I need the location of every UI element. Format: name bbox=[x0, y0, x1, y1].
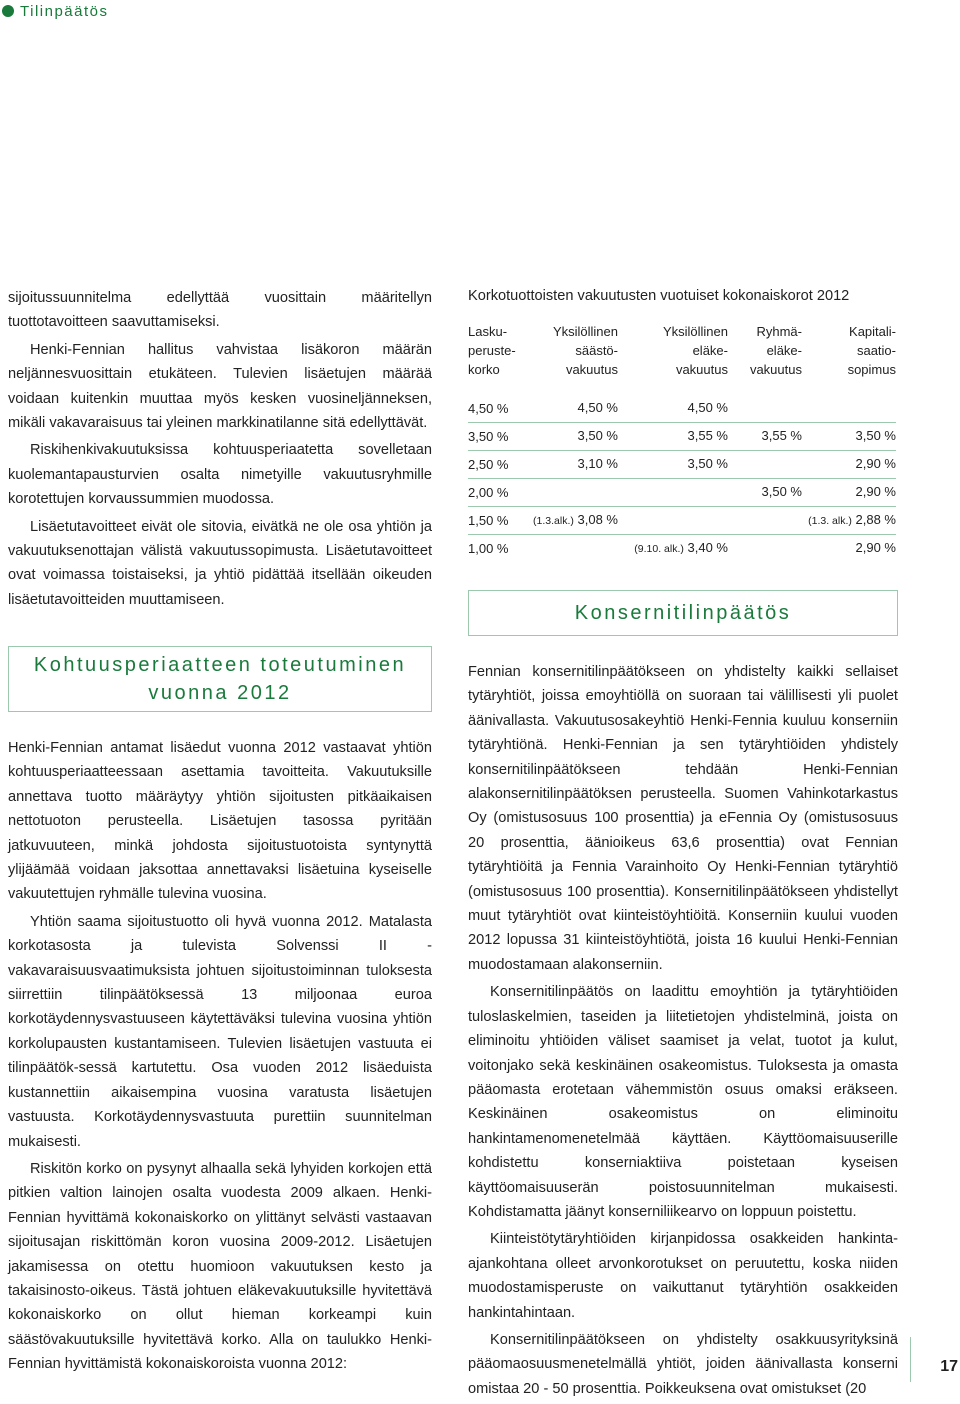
table-cell: 3,55 % bbox=[618, 423, 728, 451]
page-number: 17 bbox=[940, 1358, 958, 1375]
heading-line: Kohtuusperiaatteen toteutuminen bbox=[33, 654, 407, 676]
table-cell bbox=[728, 507, 802, 535]
table-row bbox=[468, 535, 896, 563]
table-cell: 2,50 % bbox=[468, 451, 530, 479]
table-cell: 3,50 % bbox=[468, 423, 530, 451]
left-top-text bbox=[8, 286, 432, 615]
table-cell: (1.3. alk.) 2,88 % bbox=[802, 507, 896, 535]
table-cell: 4,50 % bbox=[618, 395, 728, 423]
section-heading-box bbox=[8, 646, 432, 712]
table-cell: 3,55 % bbox=[728, 423, 802, 451]
table-row bbox=[468, 507, 896, 535]
paragraph: Lisäetutavoitteet eivät ole sitovia, eivätkä ne ole osa yhtiön ja vakuutuksenottajan välistä vakuutussopimusta. Lisäetutavoitteet ovat voimassa toistaiseksi, ja yhtiö pidättää itsellään oikeuden lisäetutavoitteiden muuttamiseen. bbox=[8, 518, 432, 608]
paragraph: Riskitön korko on pysynyt alhaalla sekä lyhyiden korkojen että pitkien valtion lainojen osalta vuodesta 2009 alkaen. Henki-Fennian hyvittämä kokonaiskorko on ylittänyt selvästi vastaavan sijoitusajan riskittömän koron vuosina 2009-2012. Lisäetujen jakamisessa on otettu huomioon vakuutuksen kesto ja takaisinosto-oikeus. Tästä johtuen eläkevakuutuksille hyvitettävä kokonaiskorko on ollut hieman korkeampi kuin säästövakuutuksille hyvitettävä korko. Alla on taulukko Henki-Fennian hyvittämistä kokonaiskoroista vuonna 2012: bbox=[8, 1160, 432, 1373]
column-header: Kapitali- saatio- sopimus bbox=[847, 324, 896, 377]
heading-line: vuonna 2012 bbox=[148, 682, 292, 704]
table-cell bbox=[728, 535, 802, 563]
table-cell bbox=[530, 479, 618, 507]
table-cell: 2,00 % bbox=[468, 479, 530, 507]
paragraph: Konsernitilinpäätökseen on yhdistelty osakkuusyrityksinä pääomaosuusmenetelmällä yhtiöt, joiden äänivallasta konserni omistaa 20 - 50 prosenttia. Poikkeuksena ovat omistukset (20 bbox=[468, 1331, 898, 1397]
section-title: Tilinpäätös bbox=[20, 2, 109, 20]
column-header: Yksilöllinen säästö- vakuutus bbox=[552, 324, 618, 377]
table-header-row bbox=[468, 322, 896, 395]
table-cell bbox=[802, 395, 896, 423]
table-cell: 4,50 % bbox=[530, 395, 618, 423]
table-cell: 1,50 % bbox=[468, 507, 530, 535]
table-title: Korkotuottoisten vakuutusten vuotuiset kokonaiskorot 2012 bbox=[468, 288, 850, 304]
table-cell bbox=[618, 479, 728, 507]
table-cell: 4,50 % bbox=[468, 395, 530, 423]
table-cell: 1,00 % bbox=[468, 541, 509, 556]
table-cell bbox=[618, 507, 728, 535]
paragraph: Riskihenkivakuutuksissa kohtuusperiaatetta sovelletaan kuolemantapausturvien osalta nimetyille vakuutusryhmille korotettujen korvaussummien muodossa. bbox=[8, 442, 432, 508]
page-header bbox=[0, 0, 108, 22]
table-cell: (1.3.alk.) 3,08 % bbox=[530, 507, 618, 535]
table-cell: 2,90 % bbox=[802, 479, 896, 507]
table-row bbox=[468, 479, 896, 507]
table-row bbox=[468, 451, 896, 479]
table-cell: 3,50 % bbox=[530, 423, 618, 451]
table-cell: 3,50 % bbox=[802, 423, 896, 451]
paragraph: Yhtiön saama sijoitustuotto oli hyvä vuonna 2012. Matalasta korkotasosta ja tulevista Solvenssi II -vakavaraisuusvaatimuksista johtuen sijoitustoiminnan tuloksesta siirrettiin tilinpäätöksessä 13 miljoonaa euroa korkotäydennysvastuuseen käytettäväksi tulevina vuosina yhtiön korkolupausten kustantamiseen. Tulevien lisäetujen vastuuta ei tilinpäätök-sessä kartutettu. Osa vuoden 2012 lisäeduista kustannettiin aikaisempina vuosina varatusta lisäetujen vastuusta. Korkotäydennysvastuuta purettiin suunnitelman mukaisesti. bbox=[8, 913, 432, 1150]
interest-table bbox=[468, 322, 896, 562]
heading-text: Konsernitilinpäätös bbox=[574, 602, 792, 624]
table-cell: (9.10. alk.) 3,40 % bbox=[634, 540, 728, 555]
table-cell: 3,50 % bbox=[728, 479, 802, 507]
interest-table-block bbox=[468, 288, 898, 562]
table-cell bbox=[728, 451, 802, 479]
section-dot-icon bbox=[2, 5, 14, 17]
table-row bbox=[468, 395, 896, 423]
paragraph: Fennian konsernitilinpäätökseen on yhdistelty kaikki sellaiset tytäryhtiöt, joissa emoyhtiöllä on suoraan tai välillisesti yli puolet äänivallasta. Vakuutusosakeyhtiö Henki-Fennia kuuluu konserniin tytäryhtiönä. Henki-Fennian ja sen tytäryhtiöiden yhdistely konsernitilinpäätökseen tehdään Henki-Fennian alakonsernitilinpäätöksen perusteella. Suomen Vahinkotarkastus Oy (omistusosuus 100 prosenttia) ja eFennia Oy (omistusosuus 20 prosenttia, äänioikeus 63,6 prosenttia) ovat Fennian tytäryhtiöitä ja Fennia Varainhoito Oy Henki-Fennian tytäryhtiö (omistusosuus 100 prosenttia). Konsernitilinpäätökseen yhdistellyt muut tytäryhtiöt ovat kiinteistöyhtiöitä. Konserniin kuului vuoden 2012 lopussa 31 kiinteistöyhtiötä, joista 16 kuului Henki-Fennian muodostamaan alakonserniin. bbox=[468, 664, 898, 973]
table-row bbox=[468, 423, 896, 451]
paragraph: Kiinteistötytäryhtiöiden kirjanpidossa osakkeiden hankinta-ajankohtana olleet arvonkorotukset on peruutettu, koska niiden muodostamisperuste on vaikuttanut tytäryhtiön osakkeiden hankintahintaan. bbox=[468, 1231, 898, 1321]
paragraph: Konsernitilinpäätös on laadittu emoyhtiön ja tytäryhtiöiden tuloslaskelmien, taseiden ja liitetietojen yhdistelminä, joista on eliminoitu yhtiöiden väliset saamiset ja velat, tuotot ja kulut, voitonjako sekä keskinäinen osakeomistus. Tuloksesta ja omasta pääomasta erotetaan vähemmistön osuus omaksi eräkseen. Keskinäinen osakeomistus on eliminoitu hankintamenomenetelmää käyttäen. Käyttöomaisuuserille kohdistettu konserniaktiiva poistetaan kyseisen käyttöomaisuuserän poistosuunnitelman mukaisesti. Kohdistamatta jäänyt konserniliikearvo on loppuun poistettu. bbox=[468, 984, 898, 1220]
left-section-text bbox=[8, 736, 432, 1380]
column-header: Yksilöllinen eläke- vakuutus bbox=[662, 324, 728, 377]
column-header: Ryhmä- eläke- vakuutus bbox=[749, 324, 802, 377]
paragraph: Henki-Fennian antamat lisäedut vuonna 2012 vastaavat yhtiön kohtuusperiaatteessaan asettamia tavoitteita. Vakuutuksille annettava tuotto määräytyy yhtiön sijoitusten pitkäaikaisen nettotuoton perusteella. Lisäetujen tasossa pyritään jatkuvuuteen, minkä johdosta sijoitustuotoista syntynyttä ylijäämää voidaan jaksottaa annettavaksi lisäetuina kyseiselle vakuutettujen ryhmälle tulevina vuosina. bbox=[8, 740, 432, 903]
table-cell bbox=[728, 395, 802, 423]
table-cell bbox=[530, 535, 618, 563]
table-cell: 3,10 % bbox=[530, 451, 618, 479]
page-number-rule bbox=[910, 1337, 911, 1382]
paragraph: Henki-Fennian hallitus vahvistaa lisäkoron määrän neljännesvuosittain etukäteen. Tulevien lisäetujen määrää voidaan kuitenkin muuttaa myös kesken vuosineljänneksen, mikäli vakavaraisuus tai yleinen markkinatilanne sitä edellyttävät. bbox=[8, 341, 432, 432]
column-header: Lasku- peruste- korko bbox=[468, 324, 516, 377]
paragraph: sijoitussuunnitelma edellyttää vuosittain määritellyn tuottotavoitteen saavuttamiseksi. bbox=[8, 290, 432, 331]
table-cell: 3,50 % bbox=[618, 451, 728, 479]
right-section-text bbox=[468, 660, 898, 1404]
konserni-heading-box bbox=[468, 590, 898, 636]
table-cell: 2,90 % bbox=[855, 540, 896, 555]
table-cell: 2,90 % bbox=[802, 451, 896, 479]
